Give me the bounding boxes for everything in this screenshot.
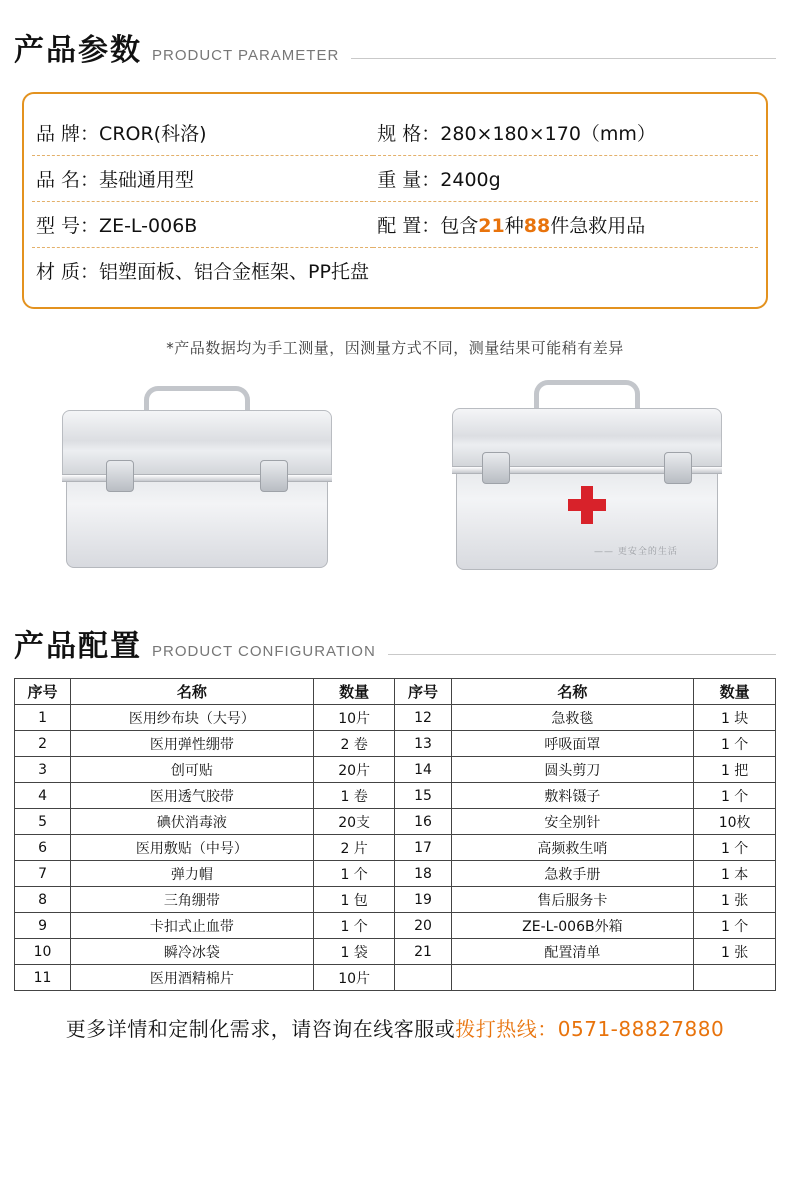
case-edge: [62, 474, 332, 482]
cell-index-1: 6: [15, 835, 71, 861]
cell-name-1: 碘伏消毒液: [71, 809, 314, 835]
section-header-configuration: [0, 629, 790, 664]
cell-name-1: 瞬冷冰袋: [71, 939, 314, 965]
section-title-cn: 产品参数: [14, 33, 142, 68]
cell-name-1: 创可贴: [71, 757, 314, 783]
cell-index-2: 14: [395, 757, 451, 783]
parameter-cell-model: [32, 202, 373, 248]
cell-name-1: 医用纱布块（大号）: [71, 705, 314, 731]
table-header-row: [15, 679, 776, 705]
parameter-value-weight: 2400g: [440, 169, 501, 191]
cell-name-1: 医用透气胶带: [71, 783, 314, 809]
cell-qty-2: 1 本: [694, 861, 776, 887]
config-item-count: 88: [523, 215, 551, 237]
parameter-cell-size: [373, 110, 758, 156]
configuration-table-wrapper: [14, 678, 776, 991]
cell-index-1: 7: [15, 861, 71, 887]
column-header-name-1: 名称: [71, 679, 314, 705]
cell-qty-2: 1 张: [694, 887, 776, 913]
parameter-label-model: 型 号：: [36, 215, 100, 237]
cell-qty-1: 20支: [313, 809, 395, 835]
table-row: [15, 731, 776, 757]
parameter-label-size: 规 格：: [377, 123, 441, 145]
config-prefix: 包含: [440, 215, 479, 237]
parameter-label-material: 材 质：: [36, 261, 100, 283]
cell-index-1: 2: [15, 731, 71, 757]
product-photos: [0, 376, 790, 626]
cell-name-2: 售后服务卡: [451, 887, 694, 913]
section-title-en: PRODUCT PARAMETER: [152, 47, 340, 64]
config-kind-count: 21: [478, 215, 505, 237]
cell-qty-2: 1 个: [694, 835, 776, 861]
cell-qty-1: 20片: [313, 757, 395, 783]
table-row: [15, 939, 776, 965]
table-row: [15, 783, 776, 809]
cell-name-2: 配置清单: [451, 939, 694, 965]
parameter-label-brand: 品 牌：: [36, 123, 100, 145]
cell-name-2: 急救毯: [451, 705, 694, 731]
parameter-table: [32, 110, 758, 293]
parameter-label-productname: 品 名：: [36, 169, 100, 191]
product-image-left: [62, 382, 332, 582]
cell-name-2: 急救手册: [451, 861, 694, 887]
parameter-value-material: 铝塑面板、铝合金框架、PP托盘: [99, 261, 369, 283]
red-cross-icon: [568, 486, 606, 524]
cell-name-2: [451, 965, 694, 991]
cell-name-1: 三角绷带: [71, 887, 314, 913]
table-row: [15, 913, 776, 939]
parameter-value-size: 280×180×170（mm）: [440, 123, 656, 145]
cell-index-1: 11: [15, 965, 71, 991]
product-tagline: —— 更安全的生活: [594, 547, 678, 557]
cell-qty-2: 1 把: [694, 757, 776, 783]
cell-qty-2: [694, 965, 776, 991]
cell-qty-1: 1 卷: [313, 783, 395, 809]
cell-index-2: 18: [395, 861, 451, 887]
parameter-cell-config: [373, 202, 758, 248]
parameter-row: [32, 248, 758, 294]
parameter-cell-weight: [373, 156, 758, 202]
column-header-name-2: 名称: [451, 679, 694, 705]
cell-name-1: 医用敷贴（中号）: [71, 835, 314, 861]
cell-qty-1: 2 片: [313, 835, 395, 861]
parameter-cell-material: [32, 248, 758, 294]
parameter-cell-productname: [32, 156, 373, 202]
column-header-index-2: 序号: [395, 679, 451, 705]
cell-name-2: 安全别针: [451, 809, 694, 835]
cell-index-2: 12: [395, 705, 451, 731]
parameter-value-brand: CROR(科洛): [99, 123, 207, 145]
cell-qty-1: 1 包: [313, 887, 395, 913]
section-title-cn: 产品配置: [14, 629, 142, 664]
table-row: [15, 965, 776, 991]
section-divider: [351, 58, 776, 59]
case-body: [66, 476, 328, 568]
case-latch-left: [106, 460, 134, 492]
cell-index-1: 1: [15, 705, 71, 731]
table-row: [15, 809, 776, 835]
case-latch-right: [260, 460, 288, 492]
cell-index-2: 17: [395, 835, 451, 861]
column-header-qty-1: 数量: [313, 679, 395, 705]
cell-index-2: 16: [395, 809, 451, 835]
cell-index-1: 3: [15, 757, 71, 783]
footer-text: 更多详情和定制化需求，请咨询在线客服或: [65, 1017, 456, 1041]
cell-qty-2: 1 张: [694, 939, 776, 965]
configuration-table: [14, 678, 776, 991]
section-title-en: PRODUCT CONFIGURATION: [152, 643, 376, 660]
cell-index-1: 10: [15, 939, 71, 965]
cell-qty-1: 2 卷: [313, 731, 395, 757]
cell-name-2: ZE-L-006B外箱: [451, 913, 694, 939]
cell-qty-2: 10枚: [694, 809, 776, 835]
cell-index-1: 8: [15, 887, 71, 913]
parameter-value-model: ZE-L-006B: [99, 215, 198, 237]
cell-index-1: 4: [15, 783, 71, 809]
parameter-value-productname: 基础通用型: [99, 169, 195, 191]
footer-contact: [0, 1013, 790, 1042]
cell-index-2: [395, 965, 451, 991]
measurement-note: *产品数据均为手工测量，因测量方式不同，测量结果可能稍有差异: [166, 339, 624, 357]
cell-name-2: 敷料镊子: [451, 783, 694, 809]
cell-index-2: 19: [395, 887, 451, 913]
cell-index-1: 5: [15, 809, 71, 835]
cell-index-2: 15: [395, 783, 451, 809]
parameter-cell-brand: [32, 110, 373, 156]
table-row: [15, 887, 776, 913]
parameter-panel: [22, 92, 768, 309]
cell-name-1: 医用弹性绷带: [71, 731, 314, 757]
case-lid: [62, 410, 332, 478]
config-mid: 种: [504, 215, 524, 237]
cell-name-1: 医用酒精棉片: [71, 965, 314, 991]
section-divider: [388, 654, 776, 655]
cell-qty-1: 10片: [313, 965, 395, 991]
cell-index-2: 21: [395, 939, 451, 965]
table-row: [15, 757, 776, 783]
cell-index-2: 13: [395, 731, 451, 757]
parameter-label-weight: 重 量：: [377, 169, 441, 191]
cell-qty-1: 1 袋: [313, 939, 395, 965]
parameter-label-config: 配 置：: [377, 215, 441, 237]
case-latch-right: [664, 452, 692, 484]
cell-qty-2: 1 个: [694, 731, 776, 757]
table-row: [15, 861, 776, 887]
cell-name-1: 卡扣式止血带: [71, 913, 314, 939]
footer-hotline[interactable]: 拨打热线：0571-88827880: [455, 1017, 725, 1041]
section-header-parameter: [0, 33, 790, 68]
cell-qty-2: 1 个: [694, 913, 776, 939]
table-row: [15, 705, 776, 731]
cell-name-1: 弹力帽: [71, 861, 314, 887]
column-header-index-1: 序号: [15, 679, 71, 705]
cell-name-2: 呼吸面罩: [451, 731, 694, 757]
config-suffix: 件急救用品: [550, 215, 646, 237]
column-header-qty-2: 数量: [694, 679, 776, 705]
cell-qty-1: 1 个: [313, 913, 395, 939]
cell-qty-2: 1 个: [694, 783, 776, 809]
cell-name-2: 高频救生哨: [451, 835, 694, 861]
parameter-row: [32, 156, 758, 202]
table-row: [15, 835, 776, 861]
parameter-row: [32, 202, 758, 248]
cell-qty-1: 10片: [313, 705, 395, 731]
cell-qty-2: 1 块: [694, 705, 776, 731]
cell-index-2: 20: [395, 913, 451, 939]
cell-qty-1: 1 个: [313, 861, 395, 887]
cell-name-2: 圆头剪刀: [451, 757, 694, 783]
product-image-right: [452, 376, 722, 586]
parameter-row: [32, 110, 758, 156]
cell-index-1: 9: [15, 913, 71, 939]
case-latch-left: [482, 452, 510, 484]
